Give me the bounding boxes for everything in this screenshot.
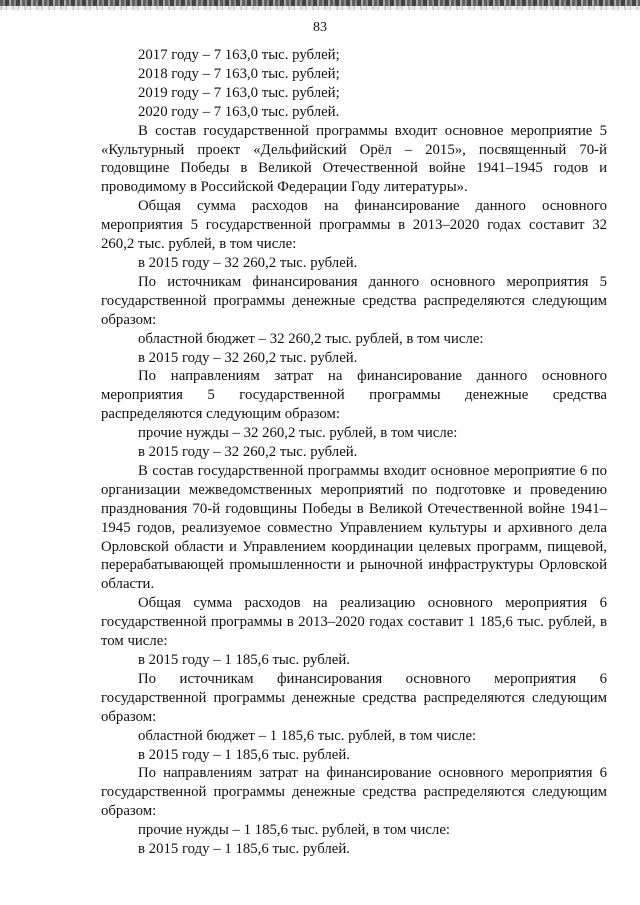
text-line: прочие нужды – 32 260,2 тыс. рублей, в том числе: [138,425,458,442]
paragraph: По направлениям затрат на финансирование основного мероприятия 6 государственной программы денежные средства распределяются следующим образом: [101,765,607,820]
paragraph: В состав государственной программы входит основное мероприятие 6 по организации межведомственных мероприятий по подготовке и проведению празднования 70-й годовщины Победы в Великой Отечественной войне 1941–1945 годов, реализуемое совместно Управлением культуры и архивного дела Орловской области и Управлением координации целевых программ, пищевой, перерабатывающей промышленности и рыночной инфраструктуры Орловской области. [101,462,607,593]
text-line: 2019 году – 7 163,0 тыс. рублей; [138,84,340,101]
paragraph: По источникам финансирования основного мероприятия 6 государственной программы денежные средства распределяются следующим образом: [101,670,607,725]
text-line: 2020 году – 7 163,0 тыс. рублей. [138,103,340,120]
text-line: в 2015 году – 32 260,2 тыс. рублей. [138,349,358,366]
document-body [101,46,607,859]
paragraph: По направлениям затрат на финансирование данного основного мероприятия 5 государственной программы денежные средства распределяются следующим образом: [101,368,607,423]
text-line: в 2015 году – 1 185,6 тыс. рублей. [138,746,350,763]
text-line: в 2015 году – 32 260,2 тыс. рублей. [138,444,358,461]
page-number: 83 [313,20,327,35]
paragraph: Общая сумма расходов на реализацию основного мероприятия 6 государственной программы в 2013–2020 годах составит 1 185,6 тыс. рублей, в том числе: [101,595,607,650]
paragraph: Общая сумма расходов на финансирование данного основного мероприятия 5 государственной программы в 2013–2020 годах составит 32 260,2 тыс. рублей, в том числе: [101,198,607,253]
scan-edge-artifact-light [0,6,640,10]
text-line: областной бюджет – 32 260,2 тыс. рублей, в том числе: [138,330,484,347]
text-line: прочие нужды – 1 185,6 тыс. рублей, в том числе: [138,822,450,839]
text-line: в 2015 году – 32 260,2 тыс. рублей. [138,254,358,271]
text-line: 2017 году – 7 163,0 тыс. рублей; [138,47,340,63]
text-line: областной бюджет – 1 185,6 тыс. рублей, в том числе: [138,727,477,744]
text-line: 2018 году – 7 163,0 тыс. рублей; [138,65,340,82]
paragraph: По источникам финансирования данного основного мероприятия 5 государственной программы денежные средства распределяются следующим образом: [101,273,607,328]
paragraph: В состав государственной программы входит основное мероприятие 5 «Культурный проект «Дельфийский Орёл – 2015», посвященный 70-й годовщине Победы в Великой Отечественной войне 1941–1945 годов и проводимому в Российской Федерации Году литературы». [101,122,607,196]
text-line: в 2015 году – 1 185,6 тыс. рублей. [138,652,350,668]
text-line: в 2015 году – 1 185,6 тыс. рублей. [138,841,350,858]
